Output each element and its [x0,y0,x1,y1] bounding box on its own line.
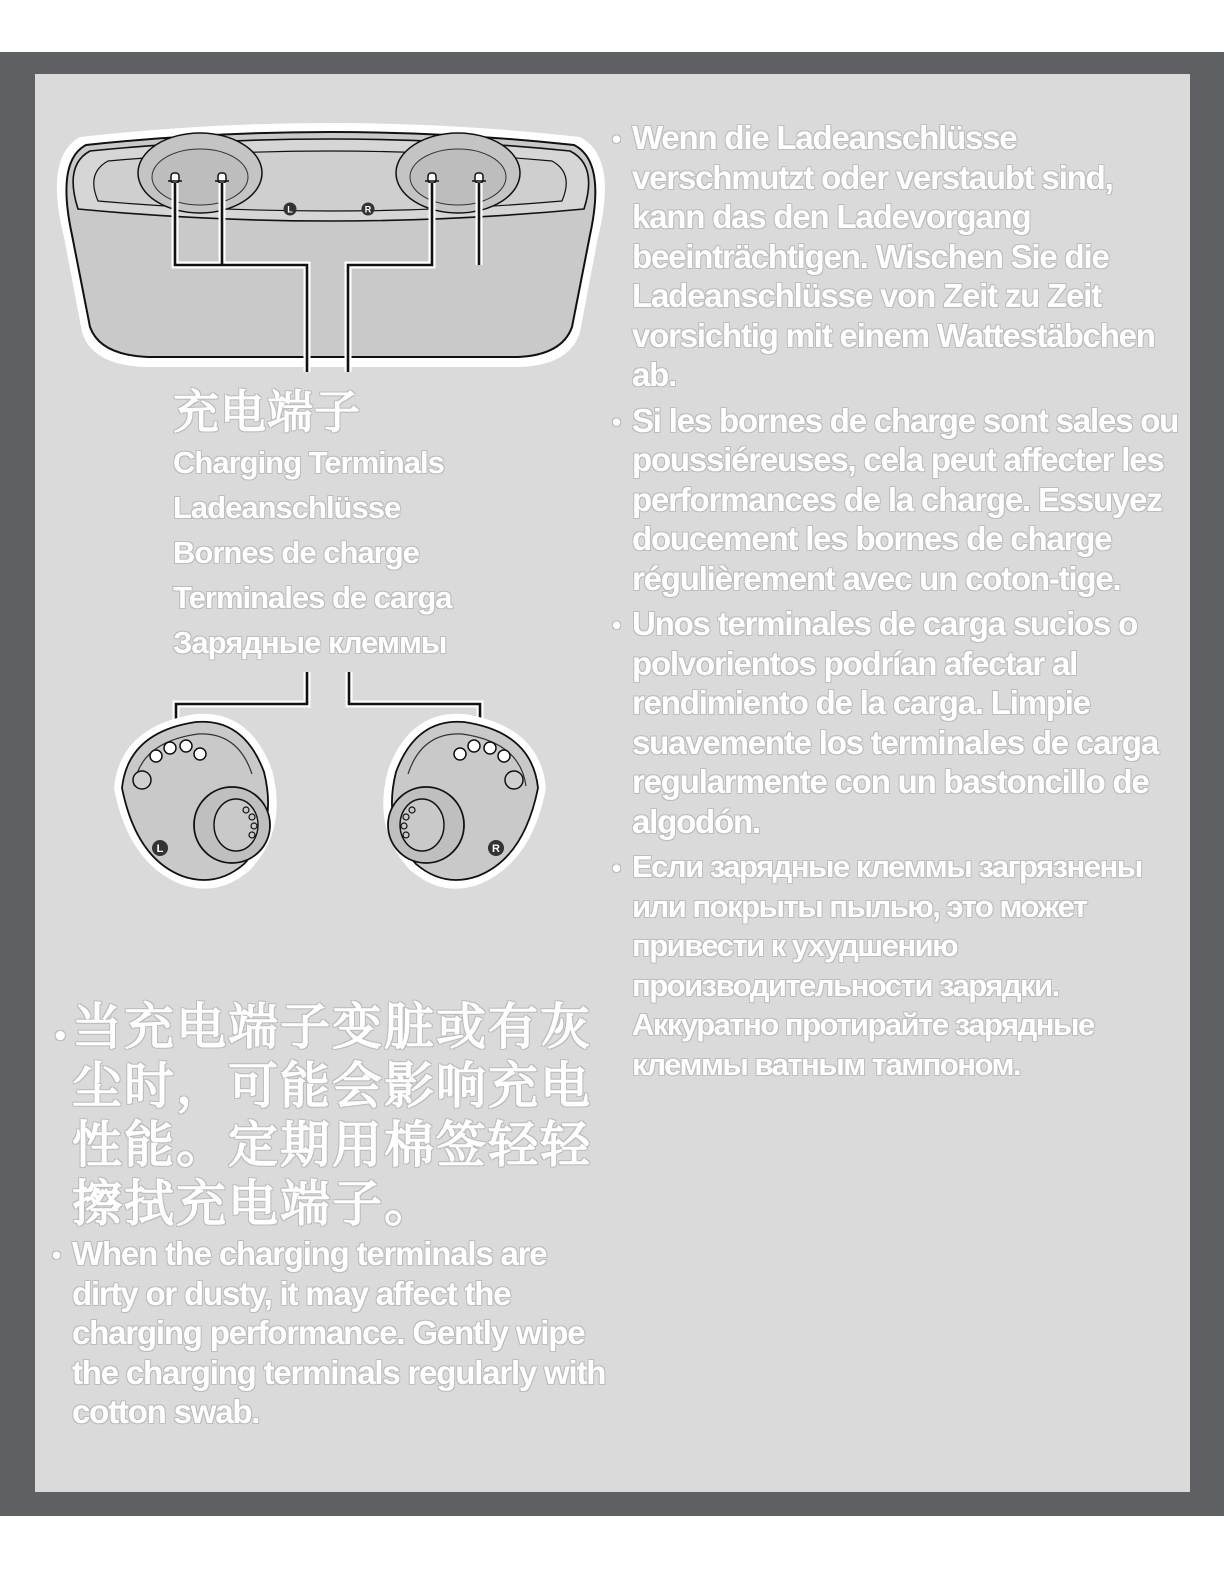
bullet-icon: • [612,610,620,640]
notes-left-column [52,998,612,1432]
case-left-marker: L [287,204,293,215]
label-ru: Зарядные клеммы [173,625,447,660]
note-ru [612,847,1184,1084]
note-zh-text: 当充电端子变脏或有灰尘时，可能会影响充电性能。定期用棉签轻轻擦拭充电端子。 [72,998,592,1233]
note-de-text: Wenn die Ladeanschlüsse verschmutzt oder verstaubt sind, kann das den Ladevorgang beeinträchtigen. Wischen Sie die Ladeanschlüsse von Zeit zu Zeit vorsichtig mit einem Wattestäbchen ab. [632,119,1155,393]
bullet-icon: • [612,406,620,437]
note-en-text: When the charging terminals are dirty or dusty, it may affect the charging performance. Gently wipe the charging terminals regularly with cotton swab. [72,1235,606,1430]
note-zh [52,998,612,1234]
note-es-text: Unos terminales de carga sucios o polvorientos podrían afectar al rendimiento de la carga. Limpie suavemente los terminales de carga regularmente con un bastoncillo de algodón. [632,605,1158,840]
case-right-marker: R [364,204,372,215]
bullet-icon: • [612,853,620,883]
left-earbud [114,714,277,889]
label-de: Ladeanschlüsse [173,490,401,525]
note-fr [612,401,1184,599]
charging-terminals-label [173,384,503,665]
bullet-icon: • [52,1022,71,1052]
earbuds-illustration [100,670,560,910]
bullet-icon: • [612,124,620,154]
charging-case-illustration [50,117,610,377]
note-es [612,604,1184,841]
left-bud-marker: L [156,843,164,855]
bullet-icon: • [52,1240,60,1270]
right-earbud [383,714,546,889]
right-bud-marker: R [492,843,500,855]
label-en: Charging Terminals [173,445,444,480]
note-fr-text: Si les bornes de charge sont sales ou poussiéreuses, cela peut affecter les performances de la charge. Essuyez doucement les bornes de charge régulièrement avec un coton-tige. [632,401,1179,597]
note-ru-text: Если зарядные клеммы загрязнены или покрыты пылью, это может привести к ухудшению производительности зарядки. Аккуратно протирайте зарядные клеммы ватным тампоном. [632,849,1142,1082]
note-en [52,1234,612,1432]
note-de [612,118,1184,395]
notes-right-column [612,118,1184,1090]
label-zh: 充电端子 [173,385,361,439]
label-fr: Bornes de charge [173,535,419,570]
label-es: Terminales de carga [173,580,452,615]
